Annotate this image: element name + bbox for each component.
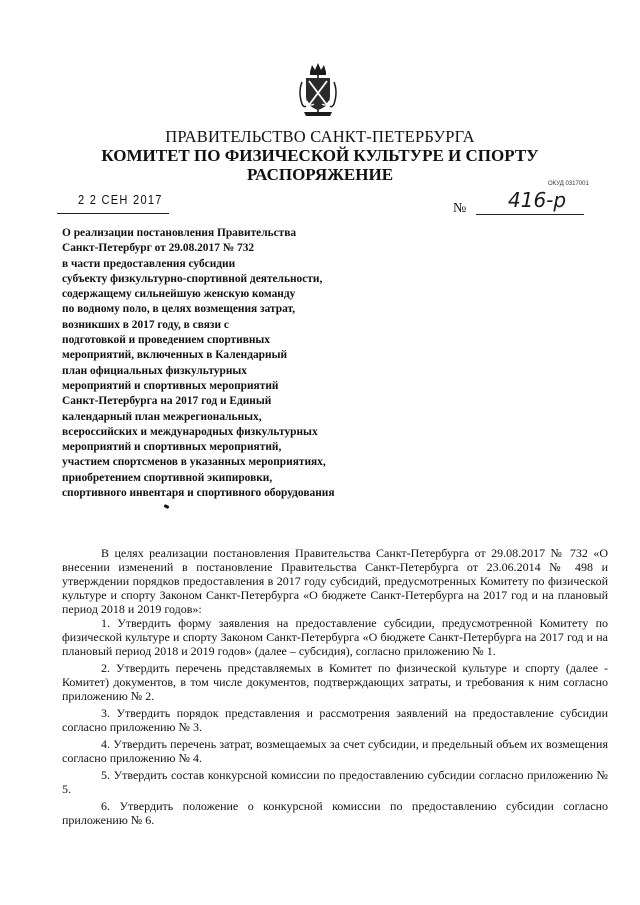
subject-line: календарный план межрегиональных, (62, 410, 262, 423)
subject-line: мероприятий и спортивных мероприятий, (62, 441, 282, 454)
date-underline (57, 213, 169, 214)
committee-title: КОМИТЕТ ПО ФИЗИЧЕСКОЙ КУЛЬТУРЕ И СПОРТУ (101, 146, 539, 165)
subject-line: подготовкой и проведением спортивных (62, 334, 270, 347)
subject-line: спортивного инвентаря и спортивного оборудования (62, 487, 335, 500)
order-item: 1. Утвердить форму заявления на предоставление субсидии, предусмотренной Комитету по физической культуре и спорту Законом Санкт-Петербурга «О бюджете Санкт-Петербурга на 2017 год и на плановый период 2018 и 2019 годов» (далее – субсидия), согласно приложению № 1. (62, 616, 608, 658)
subject-line: Санкт-Петербурга на 2017 год и Единый (62, 395, 272, 408)
subject-line: О реализации постановления Правительства (62, 227, 297, 239)
subject-line: содержащему сильнейшую женскую команду (62, 288, 296, 301)
document-type: РАСПОРЯЖЕНИЕ (246, 165, 394, 184)
subject-line: субъекту физкультурно-спортивной деятельности, (62, 272, 323, 285)
subject-line: мероприятий и спортивных мероприятий (62, 379, 279, 392)
number-sign: № (453, 201, 467, 216)
order-item: 5. Утвердить состав конкурсной комиссии по предоставлению субсидии согласно приложению № 5. (62, 768, 608, 796)
subject-line: в части предоставления субсидии (62, 257, 236, 270)
subject-line: по водному поло, в целях возмещения затрат, (62, 303, 296, 316)
date-stamp: 2 2 СЕН 2017 (78, 192, 163, 207)
handwritten-number: 416-р (508, 188, 567, 212)
subject-line: всероссийских и международных физкультурных (62, 425, 318, 438)
okud-code: ОКУД 0317001 (548, 181, 589, 187)
coat-of-arms-icon (296, 62, 340, 118)
subject-line: Санкт-Петербург от 29.08.2017 № 732 (62, 242, 255, 255)
number-underline (476, 214, 584, 215)
order-item: 3. Утвердить порядок представления и рассмотрения заявлений на предоставление субсидии согласно приложению № 3. (62, 706, 608, 734)
order-body (62, 546, 608, 830)
subject-line: возникших в 2017 году, в связи с (62, 318, 229, 331)
subject-line: участием спортсменов в указанных мероприятиях, (62, 456, 326, 469)
subject-line: мероприятий, включенных в Календарный (62, 349, 288, 362)
scan-speck (164, 504, 170, 509)
order-item: 4. Утвердить перечень затрат, возмещаемых за счет субсидии, и предельный объем их возмещения согласно приложению № 4. (62, 737, 608, 765)
order-item: 2. Утвердить перечень представляемых в Комитет по физической культуре и спорту (далее - Комитет) документов, в том числе документов, подтверждающих затраты, и требования к ним согласно приложению № 2. (62, 661, 608, 703)
order-subject (62, 226, 392, 501)
government-title: ПРАВИТЕЛЬСТВО САНКТ-ПЕТЕРБУРГА (165, 127, 475, 146)
subject-line: приобретением спортивной экипировки, (62, 471, 273, 484)
subject-line: план официальных физкультурных (62, 364, 247, 377)
preamble-paragraph: В целях реализации постановления Правительства Санкт-Петербурга от 29.08.2017 № 732 «О внесении изменений в постановление Правительства Санкт-Петербурга от 23.06.2014 № 498 и утверждении порядков предоставления в 2017 году субсидий, предусмотренных Комитету по физической культуре и спорту Законом Санкт-Петербурга «О бюджете Санкт-Петербурга на 2017 год и на плановый период 2018 и 2019 годов»: (62, 546, 608, 616)
order-item: 6. Утвердить положение о конкурсной комиссии по предоставлению субсидии согласно приложению № 6. (62, 799, 608, 827)
